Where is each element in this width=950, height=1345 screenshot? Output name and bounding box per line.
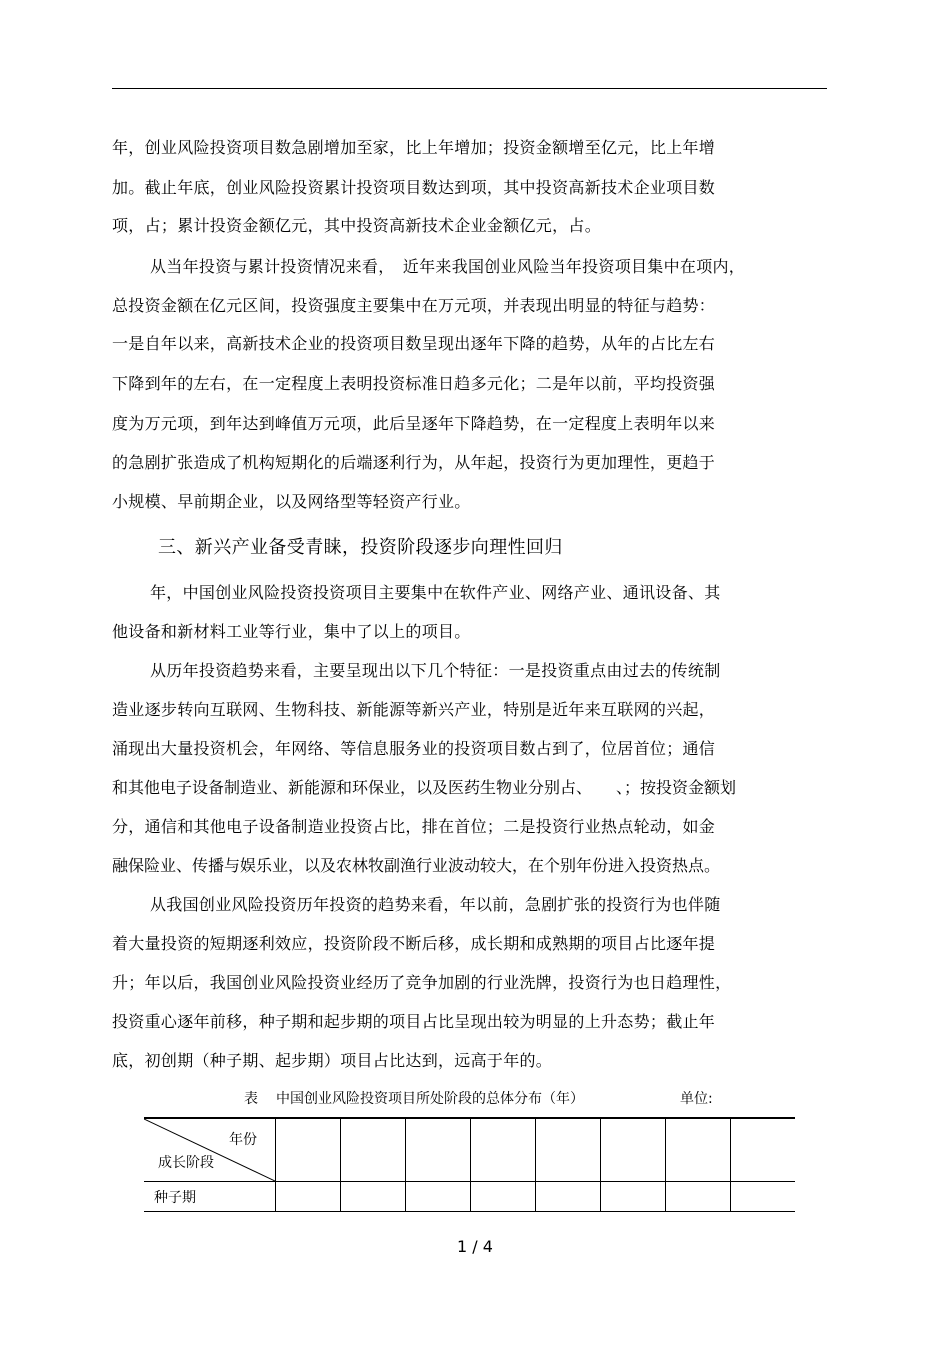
paragraph-line: 从我国创业风险投资历年投资的趋势来看，年以前，急剧扩张的投资行为也伴随 — [150, 895, 721, 914]
paragraph-line: 项，占；累计投资金额亿元，其中投资高新技术企业金额亿元，占。 — [112, 216, 602, 235]
year-header-cell — [666, 1118, 731, 1182]
paragraph-line: 的急剧扩张造成了机构短期化的后端逐利行为，从年起，投资行为更加理性，更趋于 — [112, 453, 716, 472]
paragraph-line: 造业逐步转向互联网、生物科技、新能源等新兴产业，特别是近年来互联网的兴起， — [112, 700, 716, 719]
paragraph-line: 小规模、早前期企业，以及网络型等轻资产行业。 — [112, 492, 471, 511]
table-cell — [601, 1182, 666, 1212]
paragraph-line: 着大量投资的短期逐利效应，投资阶段不断后移，成长期和成熟期的项目占比逐年提 — [112, 934, 716, 953]
year-header-cell — [731, 1118, 796, 1182]
stage-axis-label: 成长阶段 — [158, 1155, 214, 1171]
year-header-cell — [341, 1118, 406, 1182]
paragraph-line: 涌现出大量投资机会，年网络、等信息服务业的投资项目数占到了，位居首位；通信 — [112, 739, 716, 758]
diagonal-header-cell — [144, 1118, 276, 1182]
year-header-cell — [406, 1118, 471, 1182]
paragraph-line: 和其他电子设备制造业、新能源和环保业，以及医药生物业分别占、 、；按投资金额划 — [112, 778, 737, 797]
paragraph-line: 从当年投资与累计投资情况来看， 近年来我国创业风险当年投资项目集中在项内， — [150, 257, 746, 276]
year-header-cell — [601, 1118, 666, 1182]
table-cell — [731, 1182, 796, 1212]
paragraph-line: 从历年投资趋势来看，主要呈现出以下几个特征：一是投资重点由过去的传统制 — [150, 661, 721, 680]
table-cell — [536, 1182, 601, 1212]
page-number: 1 / 4 — [457, 1237, 493, 1256]
paragraph-line: 他设备和新材料工业等行业，集中了以上的项目。 — [112, 622, 471, 641]
paragraph-line: 年，中国创业风险投资投资项目主要集中在软件产业、网络产业、通讯设备、其 — [150, 583, 721, 602]
table-unit-label: 单位: — [680, 1091, 713, 1107]
table-cell — [276, 1182, 341, 1212]
year-header-cell — [276, 1118, 341, 1182]
paragraph-line: 升；年以后，我国创业风险投资业经历了竞争加剧的行业洗牌，投资行为也日趋理性， — [112, 973, 732, 992]
paragraph-line: 下降到年的左右，在一定程度上表明投资标准日趋多元化；二是年以前，平均投资强 — [112, 374, 716, 393]
paragraph-line: 一是自年以来，高新技术企业的投资项目数呈现出逐年下降的趋势，从年的占比左右 — [112, 334, 716, 353]
paragraph-line: 加。截止年底，创业风险投资累计投资项目数达到项，其中投资高新技术企业项目数 — [112, 178, 716, 197]
paragraph-line: 投资重心逐年前移，种子期和起步期的项目占比呈现出较为明显的上升态势；截止年 — [112, 1012, 716, 1031]
table-row — [144, 1182, 795, 1212]
year-header-cell — [471, 1118, 536, 1182]
paragraph-line: 总投资金额在亿元区间，投资强度主要集中在万元项，并表现出明显的特征与趋势： — [112, 296, 716, 315]
paragraph-line: 度为万元项，到年达到峰值万元项，此后呈逐年下降趋势，在一定程度上表明年以来 — [112, 414, 716, 433]
section-heading: 三、新兴产业备受青睐，投资阶段逐步向理性回归 — [158, 537, 563, 558]
header-rule — [112, 88, 827, 89]
table-cell — [666, 1182, 731, 1212]
year-axis-label: 年份 — [229, 1132, 257, 1148]
table-cell — [471, 1182, 536, 1212]
paragraph-line: 融保险业、传播与娱乐业，以及农林牧副渔行业波动较大，在个别年份进入投资热点。 — [112, 856, 721, 875]
table-caption-title: 中国创业风险投资项目所处阶段的总体分布（年） — [276, 1091, 584, 1107]
stage-label-cell: 种子期 — [154, 1189, 196, 1206]
paragraph-line: 年，创业风险投资项目数急剧增加至家，比上年增加；投资金额增至亿元，比上年增 — [112, 138, 716, 157]
paragraph-line: 底，初创期（种子期、起步期）项目占比达到，远高于年的。 — [112, 1051, 553, 1070]
stage-distribution-table — [144, 1117, 795, 1212]
table-caption-prefix: 表 — [244, 1091, 258, 1107]
table-header-row — [144, 1118, 795, 1182]
table-cell — [406, 1182, 471, 1212]
table-cell — [341, 1182, 406, 1212]
year-header-cell — [536, 1118, 601, 1182]
paragraph-line: 分，通信和其他电子设备制造业投资占比，排在首位；二是投资行业热点轮动，如金 — [112, 817, 716, 836]
